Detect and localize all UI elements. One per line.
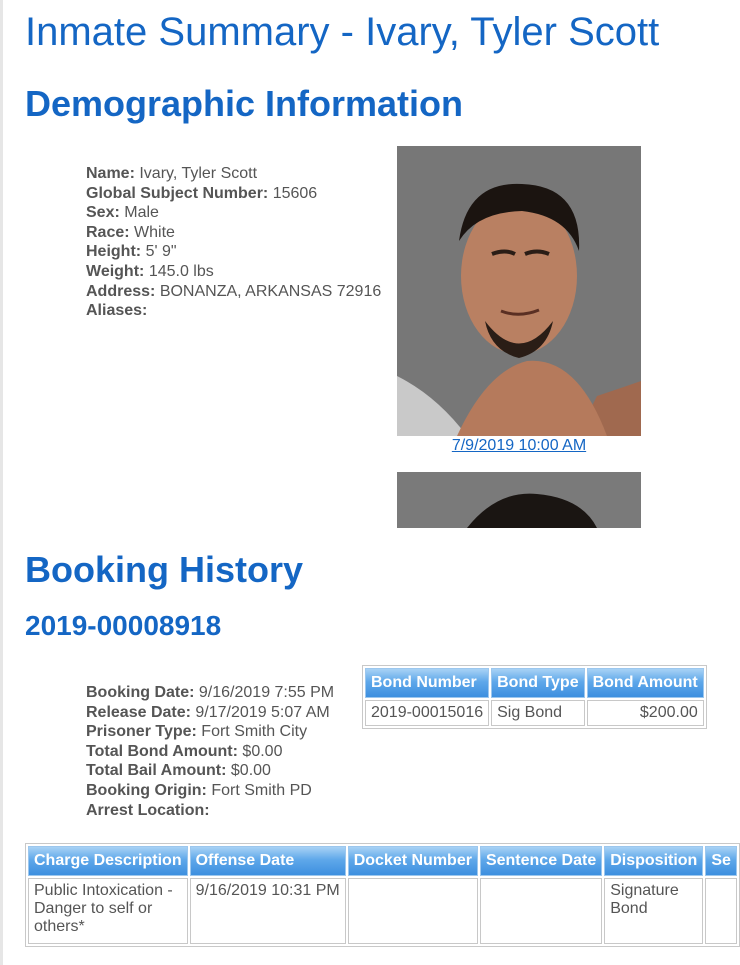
field-total-bond-amount: Total Bond Amount: $0.00 (86, 742, 283, 760)
field-global-subject-number: Global Subject Number: 15606 (86, 184, 318, 202)
sentence-header-truncated: Se (705, 846, 737, 876)
disposition-header: Disposition (604, 846, 703, 876)
sentence-cell-truncated (705, 878, 737, 944)
disposition-cell: Signature Bond (604, 878, 703, 944)
mugshot-photo-illustration (397, 146, 641, 436)
field-address: Address: BONANZA, ARKANSAS 72916 (86, 282, 382, 300)
field-total-bail-amount: Total Bail Amount: $0.00 (86, 762, 271, 780)
charge-description-cell: Public Intoxication - Danger to self or others* (28, 878, 188, 944)
mugshot-photo-secondary[interactable] (397, 472, 641, 528)
table-row (28, 878, 737, 944)
sentence-date-cell (480, 878, 602, 944)
bond-type-header: Bond Type (491, 668, 584, 698)
bond-amount-cell: $200.00 (587, 700, 704, 726)
field-release-date: Release Date: 9/17/2019 5:07 AM (86, 703, 330, 721)
booking-history-heading: Booking History (25, 549, 304, 590)
table-row (365, 700, 704, 726)
mugshot-photo[interactable] (397, 146, 641, 436)
field-aliases: Aliases: (86, 302, 148, 320)
sentence-date-header: Sentence Date (480, 846, 602, 876)
bond-table (362, 665, 707, 729)
field-arrest-location: Arrest Location: (86, 801, 210, 819)
field-height: Height: 5' 9" (86, 243, 177, 261)
field-sex: Sex: Male (86, 204, 159, 222)
demographics-list (86, 164, 381, 321)
bond-amount-header: Bond Amount (587, 668, 704, 698)
bond-number-cell: 2019-00015016 (365, 700, 489, 726)
booking-details-list (86, 683, 334, 820)
bond-number-header: Bond Number (365, 668, 489, 698)
offense-date-header: Offense Date (190, 846, 346, 876)
field-booking-origin: Booking Origin: Fort Smith PD (86, 781, 312, 799)
booking-number: 2019-00008918 (25, 610, 222, 641)
docket-number-cell (348, 878, 478, 944)
field-race: Race: White (86, 223, 175, 241)
demographics-heading: Demographic Information (25, 83, 464, 124)
charges-table-header-row (28, 846, 737, 876)
mugshot-photo-secondary-illustration (397, 472, 641, 528)
bond-table-header-row (365, 668, 704, 698)
photo-date-link[interactable]: 7/9/2019 10:00 AM (451, 437, 587, 454)
field-weight: Weight: 145.0 lbs (86, 262, 214, 280)
field-name: Name: Ivary, Tyler Scott (86, 165, 258, 182)
page-title: Inmate Summary - Ivary, Tyler Scott (25, 10, 660, 54)
field-booking-date: Booking Date: 9/16/2019 7:55 PM (86, 684, 335, 701)
field-prisoner-type: Prisoner Type: Fort Smith City (86, 723, 308, 741)
offense-date-cell: 9/16/2019 10:31 PM (190, 878, 346, 944)
bond-type-cell: Sig Bond (491, 700, 584, 726)
charges-table (25, 843, 740, 947)
page-left-border (0, 0, 3, 965)
charge-description-header: Charge Description (28, 846, 188, 876)
docket-number-header: Docket Number (348, 846, 478, 876)
